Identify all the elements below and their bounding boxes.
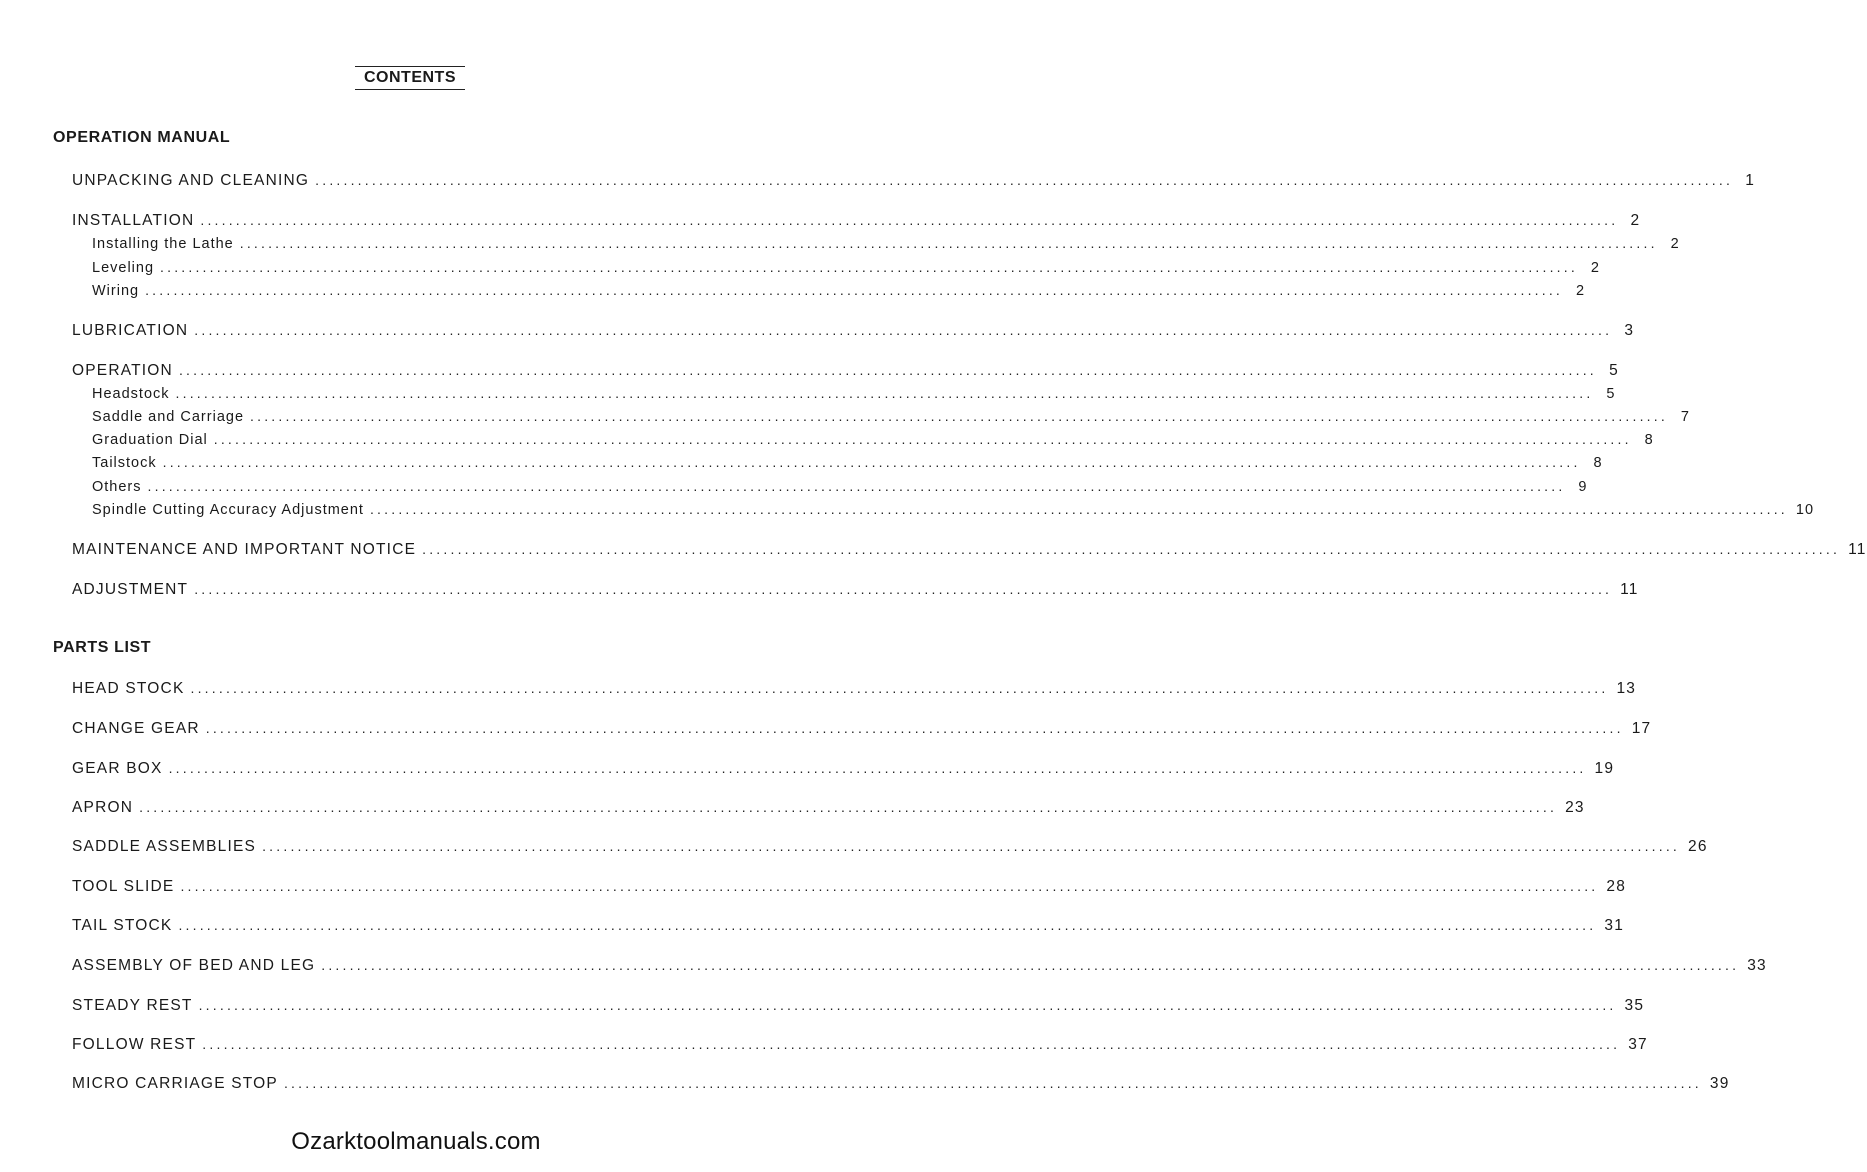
toc-entry-page: 5 bbox=[1606, 386, 1616, 402]
toc-entry[interactable] bbox=[72, 170, 1756, 191]
toc-subentry[interactable] bbox=[92, 452, 1603, 473]
dot-leader: ........................................................................................................................................................................................................ bbox=[178, 362, 1597, 378]
toc-entry-label: Saddle and Carriage bbox=[92, 409, 245, 425]
toc-entry[interactable] bbox=[72, 915, 1625, 936]
toc-entry-page: 8 bbox=[1593, 455, 1603, 471]
toc-entry-page: 2 bbox=[1575, 283, 1586, 299]
toc-entry-label: TAIL STOCK bbox=[72, 917, 173, 934]
dot-leader: ........................................................................................................................................................................................................ bbox=[178, 917, 1597, 933]
toc-entry-page: 13 bbox=[1616, 680, 1637, 697]
toc-entry-label: MAINTENANCE AND IMPORTANT NOTICE bbox=[72, 541, 417, 558]
toc-entry[interactable] bbox=[72, 579, 1639, 600]
toc-entry-page: 2 bbox=[1630, 212, 1641, 229]
toc-subentry[interactable] bbox=[92, 280, 1586, 301]
toc-entry-page: 33 bbox=[1747, 957, 1767, 974]
toc-entry-label: ADJUSTMENT bbox=[72, 581, 189, 598]
dot-leader: ........................................................................................................................................................................................................ bbox=[262, 838, 1681, 854]
toc-entry[interactable] bbox=[72, 539, 1867, 560]
toc-subentry[interactable] bbox=[92, 257, 1600, 278]
toc-entry[interactable] bbox=[72, 210, 1641, 231]
toc-entry-label: OPERATION bbox=[72, 362, 173, 379]
toc-subentry[interactable] bbox=[92, 429, 1654, 450]
dot-leader: ........................................................................................................................................................................................................ bbox=[239, 235, 1658, 251]
dot-leader: ........................................................................................................................................................................................................ bbox=[202, 1036, 1621, 1052]
toc-entry-label: GEAR BOX bbox=[72, 760, 163, 777]
footer-watermark: Ozarktoolmanuals.com bbox=[291, 1128, 541, 1155]
toc-entry-label: INSTALLATION bbox=[72, 212, 195, 229]
toc-entry-page: 9 bbox=[1578, 479, 1588, 495]
toc-entry-page: 37 bbox=[1628, 1036, 1648, 1053]
section-heading-parts-list: PARTS LIST bbox=[53, 639, 152, 656]
dot-leader: ........................................................................................................................................................................................................ bbox=[213, 431, 1632, 447]
toc-entry-page: 35 bbox=[1624, 997, 1645, 1014]
toc-entry[interactable] bbox=[72, 1073, 1730, 1094]
toc-entry-page: 5 bbox=[1609, 362, 1619, 379]
dot-leader: ........................................................................................................................................................................................................ bbox=[198, 997, 1617, 1013]
toc-entry-label: Leveling bbox=[92, 260, 155, 276]
dot-leader: ........................................................................................................................................................................................................ bbox=[250, 408, 1668, 424]
toc-subentry[interactable] bbox=[92, 476, 1588, 497]
toc-subentry[interactable] bbox=[92, 406, 1690, 427]
toc-entry-page: 39 bbox=[1709, 1075, 1730, 1092]
toc-entry-label: ASSEMBLY OF BED AND LEG bbox=[72, 957, 316, 974]
toc-entry[interactable] bbox=[72, 995, 1645, 1016]
toc-entry-page: 10 bbox=[1795, 502, 1815, 518]
toc-entry[interactable] bbox=[72, 320, 1635, 341]
toc-entry-label: Wiring bbox=[92, 283, 140, 299]
toc-entry-label: MICRO CARRIAGE STOP bbox=[72, 1075, 278, 1092]
toc-entry-page: 19 bbox=[1594, 760, 1615, 777]
toc-entry[interactable] bbox=[72, 836, 1708, 857]
toc-entry-page: 2 bbox=[1590, 260, 1600, 276]
toc-entry[interactable] bbox=[72, 360, 1619, 381]
toc-entry-label: APRON bbox=[72, 799, 134, 816]
toc-entry[interactable] bbox=[72, 876, 1627, 897]
toc-entry-label: LUBRICATION bbox=[72, 322, 189, 339]
dot-leader: ........................................................................................................................................................................................................ bbox=[369, 501, 1788, 517]
dot-leader: ........................................................................................................................................................................................................ bbox=[194, 322, 1613, 338]
page-title: CONTENTS bbox=[355, 66, 465, 90]
toc-entry-label: Installing the Lathe bbox=[92, 236, 234, 252]
toc-entry-page: 3 bbox=[1624, 322, 1635, 339]
dot-leader: ........................................................................................................................................................................................................ bbox=[160, 259, 1578, 275]
dot-leader: ........................................................................................................................................................................................................ bbox=[147, 478, 1566, 494]
toc-entry-page: 11 bbox=[1620, 581, 1639, 598]
toc-entry-label: FOLLOW REST bbox=[72, 1036, 197, 1053]
dot-leader: ........................................................................................................................................................................................................ bbox=[422, 541, 1841, 557]
toc-entry-label: Others bbox=[92, 479, 142, 495]
toc-entry-label: STEADY REST bbox=[72, 997, 193, 1014]
dot-leader: ........................................................................................................................................................................................................ bbox=[315, 172, 1734, 188]
dot-leader: ........................................................................................................................................................................................................ bbox=[145, 282, 1564, 298]
toc-entry-page: 11 bbox=[1848, 541, 1867, 558]
toc-entry-page: 31 bbox=[1604, 917, 1625, 934]
dot-leader: ........................................................................................................................................................................................................ bbox=[200, 212, 1619, 228]
dot-leader: ........................................................................................................................................................................................................ bbox=[283, 1075, 1702, 1091]
toc-entry-label: Spindle Cutting Accuracy Adjustment bbox=[92, 502, 364, 518]
toc-entry-label: TOOL SLIDE bbox=[72, 878, 175, 895]
toc-entry[interactable] bbox=[72, 955, 1767, 976]
toc-entry-label: CHANGE GEAR bbox=[72, 720, 200, 737]
toc-entry[interactable] bbox=[72, 758, 1615, 779]
toc-entry-label: SADDLE ASSEMBLIES bbox=[72, 838, 257, 855]
toc-entry-page: 1 bbox=[1745, 172, 1756, 189]
toc-entry[interactable] bbox=[72, 1034, 1648, 1055]
dot-leader: ........................................................................................................................................................................................................ bbox=[162, 454, 1581, 470]
toc-entry-label: Headstock bbox=[92, 386, 170, 402]
dot-leader: ........................................................................................................................................................................................................ bbox=[180, 878, 1599, 894]
toc-entry[interactable] bbox=[72, 797, 1585, 818]
toc-subentry[interactable] bbox=[92, 233, 1680, 254]
toc-entry-page: 28 bbox=[1606, 878, 1627, 895]
toc-entry-page: 26 bbox=[1688, 838, 1708, 855]
toc-entry[interactable] bbox=[72, 678, 1637, 699]
dot-leader: ........................................................................................................................................................................................................ bbox=[321, 957, 1740, 973]
dot-leader: ........................................................................................................................................................................................................ bbox=[168, 760, 1587, 776]
toc-entry-label: HEAD STOCK bbox=[72, 680, 185, 697]
toc-entry[interactable] bbox=[72, 718, 1652, 739]
toc-entry-page: 23 bbox=[1565, 799, 1585, 816]
section-heading-operation-manual: OPERATION MANUAL bbox=[53, 129, 231, 146]
dot-leader: ........................................................................................................................................................................................................ bbox=[175, 385, 1594, 401]
toc-entry-page: 2 bbox=[1670, 236, 1680, 252]
toc-entry-page: 8 bbox=[1644, 432, 1654, 448]
dot-leader: ........................................................................................................................................................................................................ bbox=[139, 799, 1558, 815]
toc-entry-page: 7 bbox=[1680, 409, 1690, 425]
dot-leader: ........................................................................................................................................................................................................ bbox=[194, 581, 1613, 597]
dot-leader: ........................................................................................................................................................................................................ bbox=[205, 720, 1624, 736]
toc-entry-label: UNPACKING AND CLEANING bbox=[72, 172, 310, 189]
toc-subentry[interactable] bbox=[92, 383, 1616, 404]
toc-subentry[interactable] bbox=[92, 499, 1815, 520]
toc-entry-page: 17 bbox=[1631, 720, 1652, 737]
toc-entry-label: Graduation Dial bbox=[92, 432, 208, 448]
dot-leader: ........................................................................................................................................................................................................ bbox=[190, 680, 1609, 696]
toc-entry-label: Tailstock bbox=[92, 455, 157, 471]
